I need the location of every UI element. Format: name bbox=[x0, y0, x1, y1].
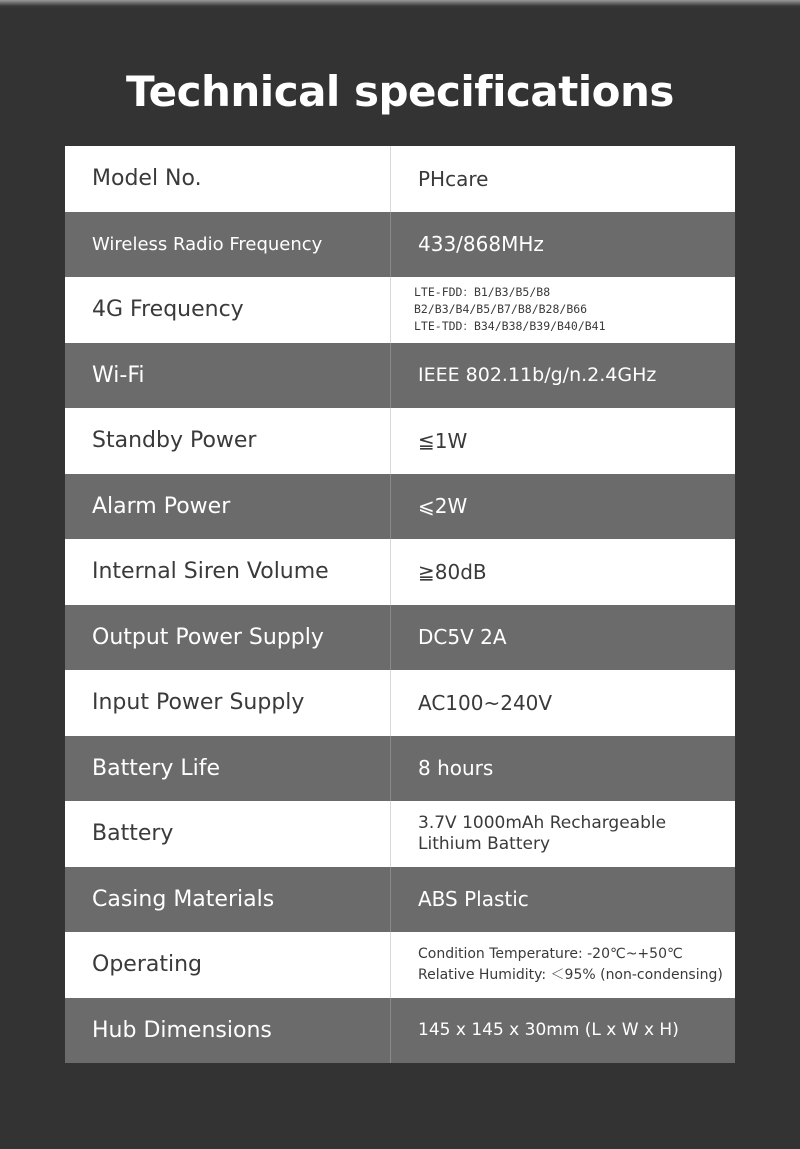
spec-label: Wireless Radio Frequency bbox=[65, 212, 391, 278]
spec-value-line: ABS Plastic bbox=[418, 887, 529, 912]
spec-label: Input Power Supply bbox=[65, 670, 391, 736]
spec-value-line: Lithium Battery bbox=[418, 833, 551, 854]
spec-value bbox=[391, 343, 735, 409]
spec-value bbox=[391, 736, 735, 802]
spec-row-standby-power bbox=[65, 408, 735, 474]
spec-label: Internal Siren Volume bbox=[65, 539, 391, 605]
spec-label: Model No. bbox=[65, 146, 391, 212]
spec-row-input-power-supply bbox=[65, 670, 735, 736]
spec-value bbox=[391, 605, 735, 671]
spec-label: Operating bbox=[65, 932, 391, 998]
spec-label: Battery bbox=[65, 801, 391, 867]
spec-value-line: 433/868MHz bbox=[418, 232, 544, 257]
spec-value-line: B2/B3/B4/B5/B7/B8/B28/B66 bbox=[414, 302, 588, 317]
spec-label: Output Power Supply bbox=[65, 605, 391, 671]
spec-value-line: ⩽2W bbox=[418, 494, 468, 519]
spec-value-line: LTE-TDD：B34/B38/B39/B40/B41 bbox=[414, 319, 606, 334]
spec-value-line: DC5V 2A bbox=[418, 625, 507, 650]
spec-value bbox=[391, 146, 735, 212]
spec-value-line: LTE-FDD：B1/B3/B5/B8 bbox=[414, 285, 551, 300]
spec-value-line: Condition Temperature: -20℃~+50℃ bbox=[418, 945, 683, 962]
spec-row-4g-frequency bbox=[65, 277, 735, 343]
spec-row-hub-dimensions bbox=[65, 998, 735, 1064]
spec-value-line: ≧80dB bbox=[418, 559, 487, 584]
spec-value bbox=[391, 539, 735, 605]
spec-row-wifi bbox=[65, 343, 735, 409]
spec-value bbox=[391, 998, 735, 1064]
spec-row-model-no bbox=[65, 146, 735, 212]
spec-value bbox=[391, 212, 735, 278]
page-title: Technical specifications bbox=[126, 67, 674, 116]
spec-row-battery bbox=[65, 801, 735, 867]
spec-row-operating bbox=[65, 932, 735, 998]
spec-value-line: 8 hours bbox=[418, 756, 494, 781]
spec-value bbox=[391, 932, 735, 998]
spec-table bbox=[65, 146, 735, 1063]
spec-value bbox=[391, 277, 735, 343]
spec-value bbox=[391, 408, 735, 474]
spec-value-line: ≦1W bbox=[418, 428, 468, 453]
spec-value-line: 3.7V 1000mAh Rechargeable bbox=[418, 812, 667, 833]
spec-label: Wi-Fi bbox=[65, 343, 391, 409]
spec-value-line: PHcare bbox=[418, 166, 489, 191]
spec-label: Alarm Power bbox=[65, 474, 391, 540]
spec-value-line: Relative Humidity: ＜95% (non-condensing) bbox=[418, 966, 723, 983]
spec-value-line: AC100~240V bbox=[418, 690, 553, 715]
spec-label: Hub Dimensions bbox=[65, 998, 391, 1064]
spec-value bbox=[391, 670, 735, 736]
spec-row-output-power-supply bbox=[65, 605, 735, 671]
top-edge-strip bbox=[0, 0, 800, 8]
spec-row-casing-materials bbox=[65, 867, 735, 933]
spec-value bbox=[391, 474, 735, 540]
spec-row-battery-life bbox=[65, 736, 735, 802]
spec-value bbox=[391, 867, 735, 933]
spec-label: Battery Life bbox=[65, 736, 391, 802]
spec-row-internal-siren-volume bbox=[65, 539, 735, 605]
spec-value-line: IEEE 802.11b/g/n.2.4GHz bbox=[418, 364, 657, 387]
spec-label: Casing Materials bbox=[65, 867, 391, 933]
spec-label: 4G Frequency bbox=[65, 277, 391, 343]
spec-row-alarm-power bbox=[65, 474, 735, 540]
spec-label: Standby Power bbox=[65, 408, 391, 474]
spec-value bbox=[391, 801, 735, 867]
spec-value-line: 145 x 145 x 30mm (L x W x H) bbox=[418, 1020, 679, 1041]
spec-row-wireless-radio-frequency bbox=[65, 212, 735, 278]
